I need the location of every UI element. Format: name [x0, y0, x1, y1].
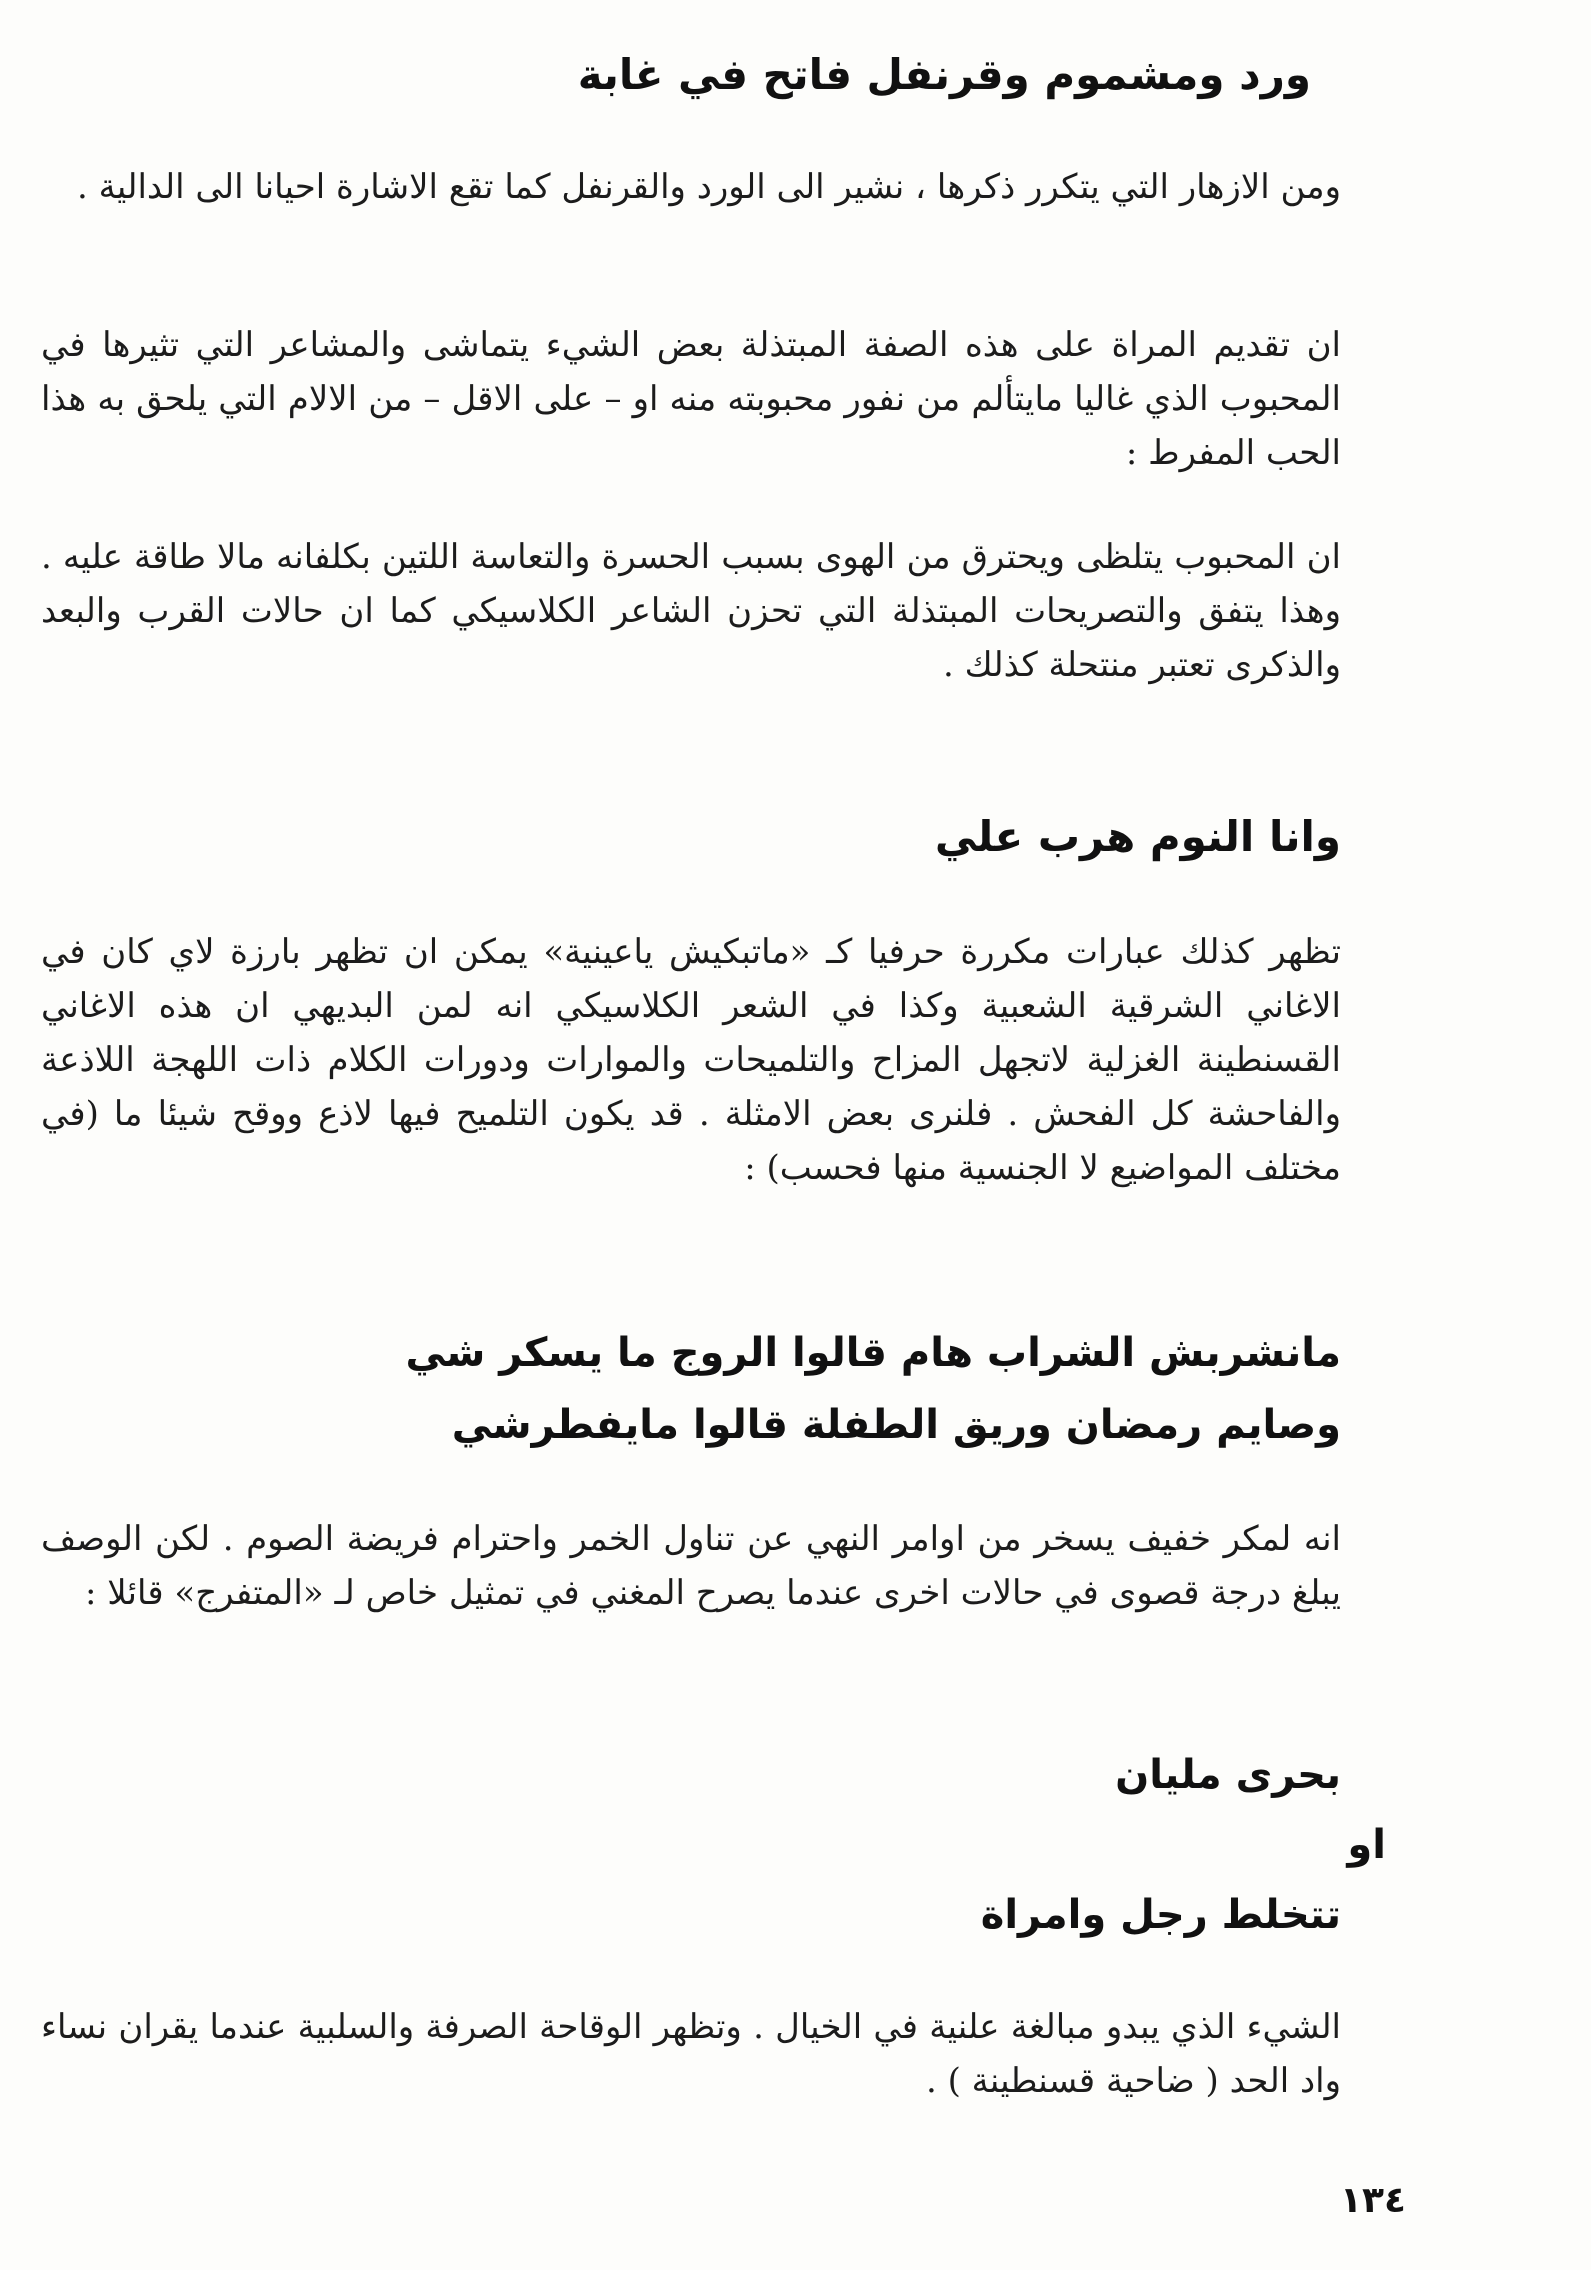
section-heading: وانا النوم هرب علي — [934, 812, 1341, 861]
verse-2-line-2: تتخلط رجل وامراة — [980, 1892, 1341, 1938]
paragraph-1: ومن الازهار التي يتكرر ذكرها ، نشير الى الورد والقرنفل كما تقع الاشارة احيانا الى الدالية . — [77, 167, 1341, 207]
verse-2-or: او — [1347, 1822, 1386, 1868]
paragraph-2: ان تقديم المراة على هذه الصفة المبتذلة بعض الشيء يتماشى والمشاعر التي تثيرها في المحبوب الذي غاليا مايتألم من نفور محبوبته منه او – على الاقل – من الالام التي يلحق به هذا الحب المفرط : — [41, 325, 1341, 473]
verse-2-line-1: بحرى مليان — [1115, 1752, 1341, 1798]
verse-1-line-1: مانشربش الشراب هام قالوا الروج ما يسكر شي — [405, 1330, 1341, 1376]
paragraph-6: الشيء الذي يبدو مبالغة علنية في الخيال . وتظهر الوقاحة الصرفة والسلبية عندما يقران نساء واد الحد ( ضاحية قسنطينة ) . — [41, 2007, 1341, 2101]
verse-1-line-2: وصايم رمضان وريق الطفلة قالوا مايفطرشي — [451, 1402, 1341, 1448]
page-number: ١٣٤ — [1340, 2180, 1406, 2221]
paragraph-3: ان المحبوب يتلظى ويحترق من الهوى بسبب الحسرة والتعاسة اللتين بكلفانه مالا طاقة عليه . وهذا يتفق والتصريحات المبتذلة التي تحزن الشاعر الكلاسيكي كما ان حالات القرب والبعد والذكرى تعتبر منتحلة كذلك . — [41, 537, 1341, 685]
paragraph-4: تظهر كذلك عبارات مكررة حرفيا كـ «ماتبكيش ياعينية» يمكن ان تظهر بارزة لاي كان في الاغاني الشرقية الشعبية وكذا في الشعر الكلاسيكي انه لمن البديهي ان هذه الاغاني القسنطينة الغزلية لاتجهل المزاح والتلميحات والموارات ودورات الكلام ذات اللهجة اللاذعة والفاحشة كل الفحش . فلنرى بعض الامثلة . قد يكون التلميح فيها لاذع ووقح شيئا ما (في مختلف المواضيع لا الجنسية منها فحسب) : — [41, 932, 1341, 1188]
title-heading: ورد ومشموم وقرنفل فاتح في غابة — [577, 50, 1311, 99]
paragraph-5: انه لمكر خفيف يسخر من اوامر النهي عن تناول الخمر واحترام فريضة الصوم . لكن الوصف يبلغ درجة قصوى في حالات اخرى عندما يصرح المغني في تمثيل خاص لـ «المتفرج» قائلا : — [41, 1519, 1341, 1613]
